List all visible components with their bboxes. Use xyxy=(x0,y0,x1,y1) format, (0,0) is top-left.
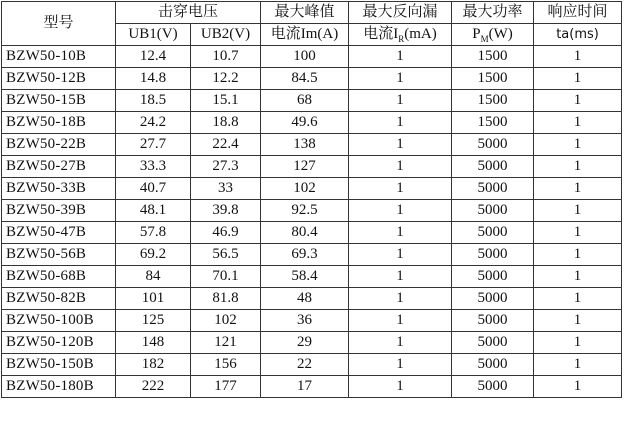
table-row xyxy=(2,244,622,266)
cell-response-time: 1 xyxy=(534,90,622,112)
cell-model: BZW50-150B xyxy=(2,354,116,376)
cell-leak-current: 1 xyxy=(349,112,452,134)
cell-peak-current: 138 xyxy=(261,134,349,156)
header-ub2: UB2(V) xyxy=(191,24,261,46)
cell-peak-current: 58.4 xyxy=(261,266,349,288)
cell-leak-current: 1 xyxy=(349,68,452,90)
table-row xyxy=(2,134,622,156)
cell-leak-current: 1 xyxy=(349,178,452,200)
cell-model: BZW50-82B xyxy=(2,288,116,310)
header-row-1 xyxy=(2,2,622,24)
cell-model: BZW50-18B xyxy=(2,112,116,134)
header-response-line1: 响应时间 xyxy=(534,2,622,24)
cell-leak-current: 1 xyxy=(349,288,452,310)
cell-peak-current: 48 xyxy=(261,288,349,310)
cell-max-power: 5000 xyxy=(452,376,534,398)
cell-ub1: 148 xyxy=(116,332,191,354)
table-row xyxy=(2,288,622,310)
cell-peak-current: 36 xyxy=(261,310,349,332)
header-ub1: UB1(V) xyxy=(116,24,191,46)
cell-response-time: 1 xyxy=(534,178,622,200)
cell-ub2: 22.4 xyxy=(191,134,261,156)
cell-response-time: 1 xyxy=(534,332,622,354)
table-row xyxy=(2,46,622,68)
cell-response-time: 1 xyxy=(534,288,622,310)
cell-ub1: 57.8 xyxy=(116,222,191,244)
table-row xyxy=(2,156,622,178)
cell-leak-current: 1 xyxy=(349,244,452,266)
cell-peak-current: 68 xyxy=(261,90,349,112)
cell-response-time: 1 xyxy=(534,68,622,90)
cell-ub1: 222 xyxy=(116,376,191,398)
cell-max-power: 5000 xyxy=(452,178,534,200)
table-row xyxy=(2,354,622,376)
cell-response-time: 1 xyxy=(534,46,622,68)
cell-leak-current: 1 xyxy=(349,90,452,112)
cell-max-power: 5000 xyxy=(452,288,534,310)
cell-ub2: 27.3 xyxy=(191,156,261,178)
cell-peak-current: 80.4 xyxy=(261,222,349,244)
cell-ub1: 24.2 xyxy=(116,112,191,134)
cell-response-time: 1 xyxy=(534,200,622,222)
cell-peak-current: 29 xyxy=(261,332,349,354)
cell-peak-current: 84.5 xyxy=(261,68,349,90)
power-prefix: P xyxy=(472,26,481,42)
cell-peak-current: 127 xyxy=(261,156,349,178)
cell-leak-current: 1 xyxy=(349,46,452,68)
header-peak-current-line2: 电流Im(A) xyxy=(261,24,349,46)
cell-max-power: 5000 xyxy=(452,134,534,156)
cell-response-time: 1 xyxy=(534,222,622,244)
cell-response-time: 1 xyxy=(534,156,622,178)
cell-response-time: 1 xyxy=(534,376,622,398)
cell-ub1: 40.7 xyxy=(116,178,191,200)
cell-max-power: 5000 xyxy=(452,200,534,222)
cell-model: BZW50-33B xyxy=(2,178,116,200)
cell-ub1: 84 xyxy=(116,266,191,288)
cell-peak-current: 49.6 xyxy=(261,112,349,134)
cell-model: BZW50-120B xyxy=(2,332,116,354)
cell-model: BZW50-22B xyxy=(2,134,116,156)
table-row xyxy=(2,90,622,112)
header-leak-current-line2 xyxy=(349,24,452,46)
cell-ub2: 70.1 xyxy=(191,266,261,288)
cell-ub2: 18.8 xyxy=(191,112,261,134)
table-row xyxy=(2,310,622,332)
cell-ub2: 12.2 xyxy=(191,68,261,90)
table-body xyxy=(2,46,622,398)
cell-max-power: 1500 xyxy=(452,112,534,134)
cell-model: BZW50-12B xyxy=(2,68,116,90)
cell-max-power: 1500 xyxy=(452,46,534,68)
cell-max-power: 5000 xyxy=(452,244,534,266)
table-row xyxy=(2,376,622,398)
cell-ub2: 46.9 xyxy=(191,222,261,244)
table-row xyxy=(2,112,622,134)
cell-ub2: 177 xyxy=(191,376,261,398)
cell-response-time: 1 xyxy=(534,266,622,288)
cell-ub2: 10.7 xyxy=(191,46,261,68)
cell-leak-current: 1 xyxy=(349,376,452,398)
cell-ub1: 125 xyxy=(116,310,191,332)
header-breakdown-voltage: 击穿电压 xyxy=(116,2,261,24)
spec-table-container xyxy=(1,1,623,423)
cell-ub1: 182 xyxy=(116,354,191,376)
cell-ub1: 27.7 xyxy=(116,134,191,156)
cell-ub1: 48.1 xyxy=(116,200,191,222)
cell-leak-current: 1 xyxy=(349,134,452,156)
table-row xyxy=(2,200,622,222)
cell-ub2: 15.1 xyxy=(191,90,261,112)
cell-model: BZW50-68B xyxy=(2,266,116,288)
cell-peak-current: 69.3 xyxy=(261,244,349,266)
cell-ub1: 14.8 xyxy=(116,68,191,90)
leak-current-subscript: R xyxy=(398,34,405,44)
leak-current-suffix: (mA) xyxy=(404,26,437,42)
cell-max-power: 5000 xyxy=(452,310,534,332)
power-subscript: M xyxy=(480,34,489,44)
table-header xyxy=(2,2,622,46)
header-model: 型号 xyxy=(2,2,116,46)
power-suffix: (W) xyxy=(488,26,513,42)
cell-leak-current: 1 xyxy=(349,200,452,222)
cell-ub1: 101 xyxy=(116,288,191,310)
cell-response-time: 1 xyxy=(534,244,622,266)
header-response-line2: ta(ms) xyxy=(534,24,622,46)
table-row xyxy=(2,266,622,288)
cell-response-time: 1 xyxy=(534,134,622,156)
cell-response-time: 1 xyxy=(534,354,622,376)
cell-max-power: 5000 xyxy=(452,156,534,178)
table-row xyxy=(2,178,622,200)
cell-model: BZW50-10B xyxy=(2,46,116,68)
cell-max-power: 5000 xyxy=(452,266,534,288)
cell-model: BZW50-100B xyxy=(2,310,116,332)
cell-leak-current: 1 xyxy=(349,332,452,354)
cell-model: BZW50-39B xyxy=(2,200,116,222)
header-leak-current-line1: 最大反向漏 xyxy=(349,2,452,24)
cell-peak-current: 92.5 xyxy=(261,200,349,222)
cell-ub2: 121 xyxy=(191,332,261,354)
header-power-line1: 最大功率 xyxy=(452,2,534,24)
cell-ub2: 102 xyxy=(191,310,261,332)
table-row xyxy=(2,222,622,244)
leak-current-prefix: 电流I xyxy=(363,26,399,42)
cell-model: BZW50-15B xyxy=(2,90,116,112)
cell-leak-current: 1 xyxy=(349,310,452,332)
cell-ub1: 18.5 xyxy=(116,90,191,112)
cell-leak-current: 1 xyxy=(349,222,452,244)
table-row xyxy=(2,68,622,90)
cell-model: BZW50-47B xyxy=(2,222,116,244)
cell-peak-current: 22 xyxy=(261,354,349,376)
cell-leak-current: 1 xyxy=(349,266,452,288)
cell-ub2: 56.5 xyxy=(191,244,261,266)
cell-response-time: 1 xyxy=(534,112,622,134)
cell-ub2: 33 xyxy=(191,178,261,200)
cell-max-power: 1500 xyxy=(452,90,534,112)
cell-model: BZW50-180B xyxy=(2,376,116,398)
cell-peak-current: 17 xyxy=(261,376,349,398)
cell-ub1: 33.3 xyxy=(116,156,191,178)
cell-ub2: 81.8 xyxy=(191,288,261,310)
cell-peak-current: 100 xyxy=(261,46,349,68)
cell-model: BZW50-27B xyxy=(2,156,116,178)
cell-max-power: 5000 xyxy=(452,354,534,376)
cell-max-power: 5000 xyxy=(452,332,534,354)
cell-peak-current: 102 xyxy=(261,178,349,200)
cell-leak-current: 1 xyxy=(349,156,452,178)
header-peak-current-line1: 最大峰值 xyxy=(261,2,349,24)
table-row xyxy=(2,332,622,354)
cell-ub1: 12.4 xyxy=(116,46,191,68)
spec-table xyxy=(1,1,622,398)
header-power-line2 xyxy=(452,24,534,46)
cell-model: BZW50-56B xyxy=(2,244,116,266)
cell-leak-current: 1 xyxy=(349,354,452,376)
cell-max-power: 1500 xyxy=(452,68,534,90)
cell-ub2: 156 xyxy=(191,354,261,376)
cell-max-power: 5000 xyxy=(452,222,534,244)
cell-ub2: 39.8 xyxy=(191,200,261,222)
cell-ub1: 69.2 xyxy=(116,244,191,266)
cell-response-time: 1 xyxy=(534,310,622,332)
